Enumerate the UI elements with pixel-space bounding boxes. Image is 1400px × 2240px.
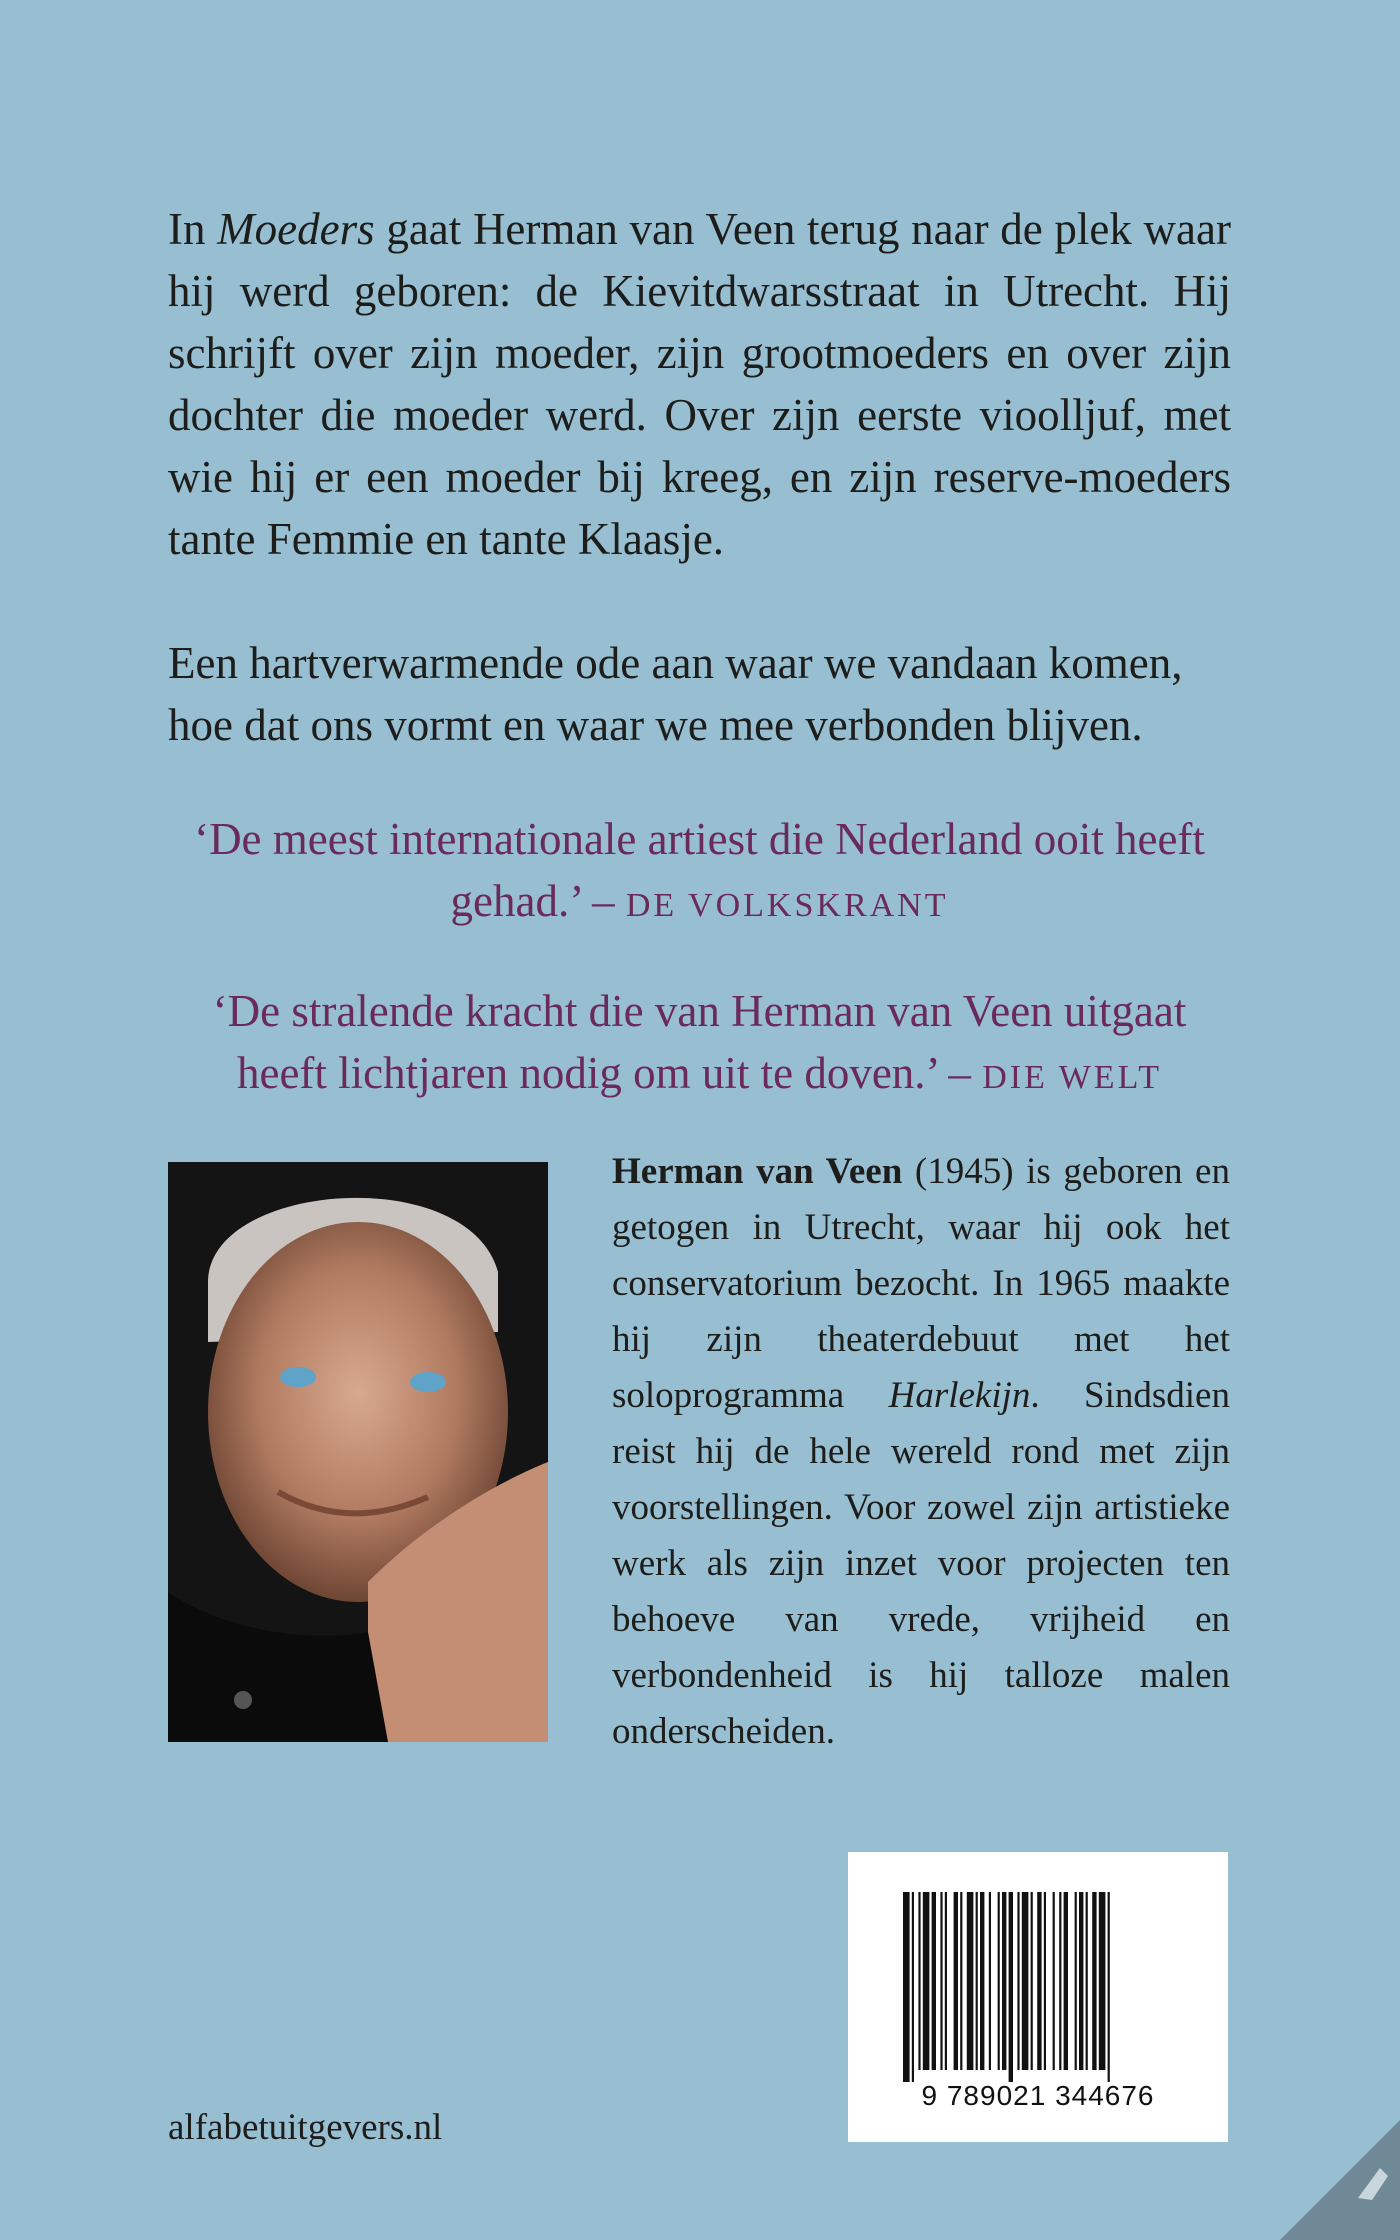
review-quote-1 [168,808,1231,937]
author-photo [168,1162,548,1742]
isbn-number: 9 789021 344676 [921,2080,1155,2111]
quote-source: DE VOLKSKRANT [625,887,949,924]
barcode-bar [1037,1892,1041,2070]
barcode-bar [1059,1892,1061,2070]
page-corner-icon [1280,2120,1400,2240]
barcode-bar [945,1892,947,2070]
blurb-paragraph-1 [168,198,1231,570]
barcode-bar [960,1892,962,2070]
blurb-paragraph-2: Een hartverwarmende ode aan waar we vandaan komen, hoe dat ons vormt en waar we mee verbonden blijven. [168,638,1183,750]
barcode-bar [1044,1892,1046,2070]
bio-text: (1945) is geboren en getogen in Utrecht, waar hij ook het conservatorium bezocht. In 1965 maakte hij zijn theaterdebuut met het soloprogramma [612,1151,1230,1416]
barcode-bar [903,1892,910,2082]
barcode-bar [1002,1892,1006,2070]
barcode-bar [1022,1892,1029,2070]
quote-text: ‘De stralende kracht die van Herman van Veen uitgaat heeft lichtjaren nodig om uit te doven.’ – [212,986,1187,1098]
barcode-bar [932,1892,936,2070]
barcode-bar [1064,1892,1068,2070]
barcode-bar [923,1892,930,2070]
book-title: Moeders [217,204,375,254]
barcode-bar [912,1892,914,2082]
author-name: Herman van Veen [612,1151,903,1192]
barcode-bar [1108,1892,1110,2082]
author-bio [612,1144,1230,1760]
show-title: Harlekijn [888,1375,1031,1416]
barcode-bar [989,1892,991,2070]
barcode-bar [1031,1892,1033,2070]
barcode-bar [1075,1892,1077,2070]
quote-source: DIE WELT [982,1059,1162,1096]
barcode-bar [967,1892,974,2070]
quote-text: ‘De meest internationale artiest die Nederland ooit heeft gehad.’ – [194,814,1205,926]
barcode-bar [1009,1892,1013,2082]
barcode-bar [940,1892,942,2070]
review-quote-2 [168,980,1231,1109]
publisher-website[interactable]: alfabetuitgevers.nl [168,2107,443,2148]
barcode-bar [1079,1892,1083,2070]
barcode-bar [918,1892,920,2070]
author-portrait-illustration [168,1162,548,1742]
blurb-text: gaat Herman van Veen terug naar de plek waar hij werd geboren: de Kievitdwarsstraat in Utrecht. Hij schrijft over zijn moeder, zijn grootmoeders en over zijn dochter die moeder werd. Over zijn eerste vioolljuf, met wie hij er een moeder bij kreeg, en zijn reserve-moeders tante Femmie en tante Klaasje. [168,204,1231,564]
isbn-barcode [848,1852,1228,2142]
barcode-bar [998,1892,1000,2070]
barcode-bar [980,1892,984,2070]
barcode-bar [1092,1892,1096,2070]
barcode-bar [954,1892,958,2070]
bio-text: . Sindsdien reist hij de hele wereld rond met zijn voorstellingen. Voor zowel zijn artistieke werk als zijn inzet voor projecten ten behoeve van vrede, vrijheid en verbondenheid is hij talloze malen onderscheiden. [612,1375,1230,1752]
barcode-bar [976,1892,978,2070]
barcode-bar [1086,1892,1088,2070]
barcode-bar [1099,1892,1106,2070]
blurb-text: In [168,204,218,254]
barcode-bar [1053,1892,1055,2070]
barcode-bar [1017,1892,1019,2070]
